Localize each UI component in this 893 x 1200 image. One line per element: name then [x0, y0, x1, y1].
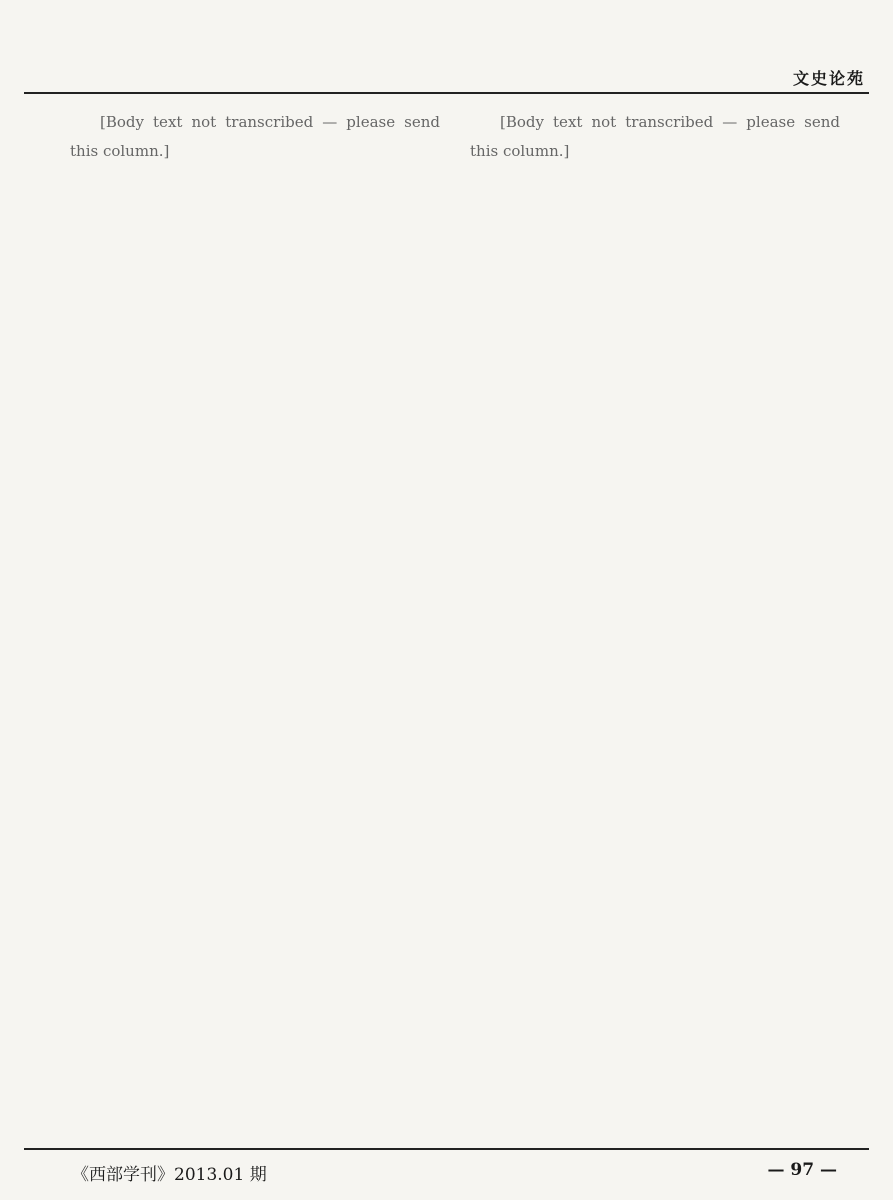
- journal-name: 《西部学刊》2013.01 期: [72, 1165, 267, 1185]
- column-text: [Body text not transcribed — please send this column.]: [70, 113, 440, 160]
- page-number: — 97 —: [767, 1160, 837, 1180]
- header-rule: [24, 92, 869, 94]
- article-body: [70, 108, 840, 1138]
- left-column: [70, 108, 440, 1138]
- footer-rule: [24, 1148, 869, 1150]
- column-text: [Body text not transcribed — please send this column.]: [470, 113, 840, 160]
- section-title: 文史论苑: [792, 69, 865, 88]
- right-column: [470, 108, 840, 1138]
